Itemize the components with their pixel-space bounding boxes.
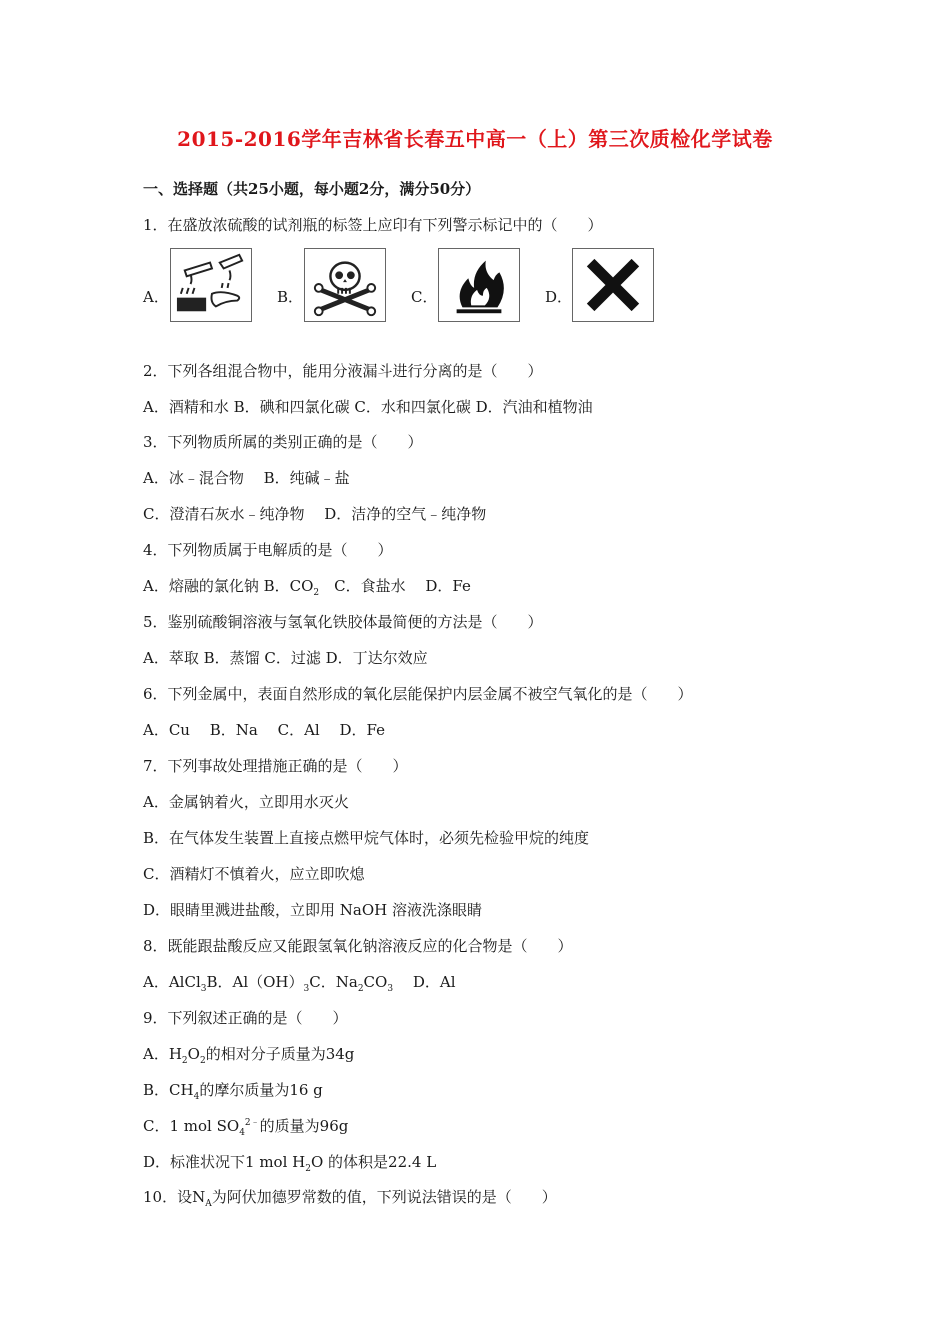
question-2-options: A．酒精和水 B．碘和四氯化碳 C．水和四氯化碳 D．汽油和植物油 [143,398,593,416]
question-9-option-c: C．1 mol $SO_4^{2﹣}$的质量为96g [143,1117,349,1138]
q1-option-a-label: A． [143,288,169,306]
question-3-options-line1: A．冰﹣混合物 B．纯碱﹣盐 [143,469,350,487]
question-8-options: A．AlCl$_3$B．$Al(OH)_3C$．$Na_2CO_3$ D．Al [143,973,456,994]
exam-title: 2015-2016学年吉林省长春五中高一（上）第三次质检化学试卷 [177,127,773,151]
harmful-x-icon [572,248,654,322]
toxic-skull-icon [304,248,386,322]
question-10-stem: 10．设$N_A$为阿伏加德罗常数的值，下列说法错误的是（ ） [143,1188,557,1209]
question-7-option-b: B．在气体发生装置上直接点燃甲烷气体时，必须先检验甲烷的纯度 [143,829,590,847]
question-5-options: A．萃取 B．蒸馏 C．过滤 D．丁达尔效应 [143,649,428,667]
question-8-stem: 8．既能跟盐酸反应又能跟氢氧化钠溶液反应的化合物是（ ） [143,937,573,955]
section-heading: 一、选择题（共25小题，每小题2分，满分50分） [143,180,481,198]
question-9-option-d: D．标准状况下1 mol $H_2O$ 的体积是22.4 L [143,1153,437,1174]
q1-option-c-label: C． [411,288,438,306]
question-9-option-b: B．$CH_4$的摩尔质量为16 g [143,1081,323,1102]
question-3-stem: 3．下列物质所属的类别正确的是（ ） [143,433,423,451]
question-5-stem: 5．鉴别硫酸铜溶液与氢氧化铁胶体最简便的方法是（ ） [143,613,543,631]
q1-option-b-label: B． [277,288,304,306]
flammable-flame-icon [438,248,520,322]
question-3-options-line2: C．澄清石灰水﹣纯净物 D．洁净的空气﹣纯净物 [143,505,487,523]
q1-option-d-label: D． [545,288,573,306]
question-9-option-a: A．$H_2O_2$的相对分子质量为34g [143,1045,355,1066]
question-6-stem: 6．下列金属中，表面自然形成的氧化层能保护内层金属不被空气氧化的是（ ） [143,685,693,703]
question-4-options: A．熔融的氯化钠 B．$CO_2$ C．食盐水 D．Fe [143,577,471,598]
question-7-stem: 7．下列事故处理措施正确的是（ ） [143,757,408,775]
corrosive-icon [170,248,252,322]
question-7-option-d: D．眼睛里溅进盐酸，立即用 NaOH 溶液洗涤眼睛 [143,901,483,919]
question-6-options: A．Cu B．Na C．Al D．Fe [143,721,385,739]
question-4-stem: 4．下列物质属于电解质的是（ ） [143,541,393,559]
question-9-stem: 9．下列叙述正确的是（ ） [143,1009,348,1027]
question-2-stem: 2．下列各组混合物中，能用分液漏斗进行分离的是（ ） [143,362,543,380]
question-1-stem: 1．在盛放浓硫酸的试剂瓶的标签上应印有下列警示标记中的（ ） [143,216,603,234]
question-7-option-c: C．酒精灯不慎着火，应立即吹熄 [143,865,365,883]
question-7-option-a: A．金属钠着火，立即用水灭火 [143,793,349,811]
